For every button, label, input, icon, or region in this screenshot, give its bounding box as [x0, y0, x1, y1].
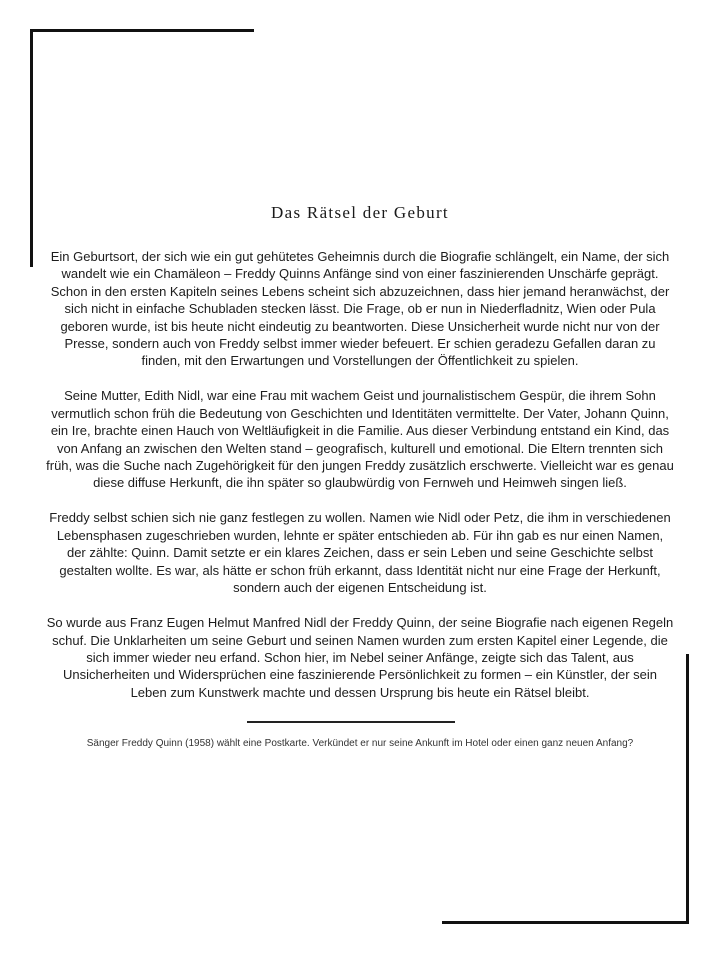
caption-divider	[247, 721, 455, 723]
frame-corner-top-vertical	[30, 29, 33, 267]
paragraph-4: So wurde aus Franz Eugen Helmut Manfred Nidl der Freddy Quinn, der seine Biografie nach eigenen Regeln schuf. Die Unklarheiten um seine Geburt und seinen Namen wurden zum ersten Kapitel einer Legende, die sich immer wieder neu erfand. Schon hier, im Nebel seiner Anfänge, zeigte sich das Talent, aus Unsicherheiten und Widersprüchen eine faszinierende Persönlichkeit zu formen – ein Künstler, der sein Leben zum Kunstwerk machte und dessen Ursprung bis heute ein Rätsel bleibt.	[46, 615, 674, 700]
frame-corner-bottom-horizontal	[442, 921, 689, 924]
page-title: Das Rätsel der Geburt	[271, 203, 449, 222]
image-caption: Sänger Freddy Quinn (1958) wählt eine Postkarte. Verkündet er nur seine Ankunft im Hotel oder einen ganz neuen Anfang?	[86, 738, 634, 749]
paragraph-2: Seine Mutter, Edith Nidl, war eine Frau mit wachem Geist und journalistischem Gespür, die ihrem Sohn vermutlich schon früh die Bedeutung von Geschichten und Identitäten vermittelte. Der Vater, Johann Quinn, ein Ire, brachte einen Hauch von Weltläufigkeit in die Familie. Aus dieser Verbindung entstand ein Kind, das von Anfang an zwischen den Welten stand – geografisch, kulturell und emotional. Die Eltern trennten sich früh, was die Suche nach Zugehörigkeit für den jungen Freddy zusätzlich erschwerte. Vielleicht war es genau diese diffuse Herkunft, die ihn später so glaubwürdig von Fernweh und Heimweh singen ließ.	[46, 388, 674, 491]
frame-corner-top-horizontal	[30, 29, 254, 32]
paragraph-1: Ein Geburtsort, der sich wie ein gut gehütetes Geheimnis durch die Biografie schlängelt, ein Name, der sich wandelt wie ein Chamäleon – Freddy Quinns Anfänge sind von einer faszinierenden Unschärfe geprägt. Schon in den ersten Kapiteln seines Lebens scheint sich abzuzeichnen, dass hier jemand heranwächst, der sich nicht in einfache Schubladen stecken lässt. Die Frage, ob er nun in Niederfladnitz, Wien oder Pula geboren wurde, ist bis heute nicht eindeutig zu beantworten. Diese Unsicherheit wurde nicht nur von der Presse, sondern auch von Freddy selbst immer wieder befeuert. Er schien geradezu Gefallen daran zu finden, mit den Erwartungen und Vorstellungen der Öffentlichkeit zu spielen.	[50, 249, 670, 369]
paragraph-3: Freddy selbst schien sich nie ganz festlegen zu wollen. Namen wie Nidl oder Petz, die ihm in verschiedenen Lebensphasen zugeschrieben wurden, lehnte er später entschieden ab. Für ihn gab es nur einen Namen, der zählte: Quinn. Damit setzte er ein klares Zeichen, dass er sein Leben und seine Geschichte selbst gestalten wollte. Es war, als hätte er schon früh erkannt, dass Identität nicht nur eine Frage der Herkunft, sondern auch der eigenen Entscheidung ist.	[49, 510, 671, 596]
body-text	[46, 248, 674, 719]
frame-corner-bottom-vertical	[686, 654, 689, 924]
